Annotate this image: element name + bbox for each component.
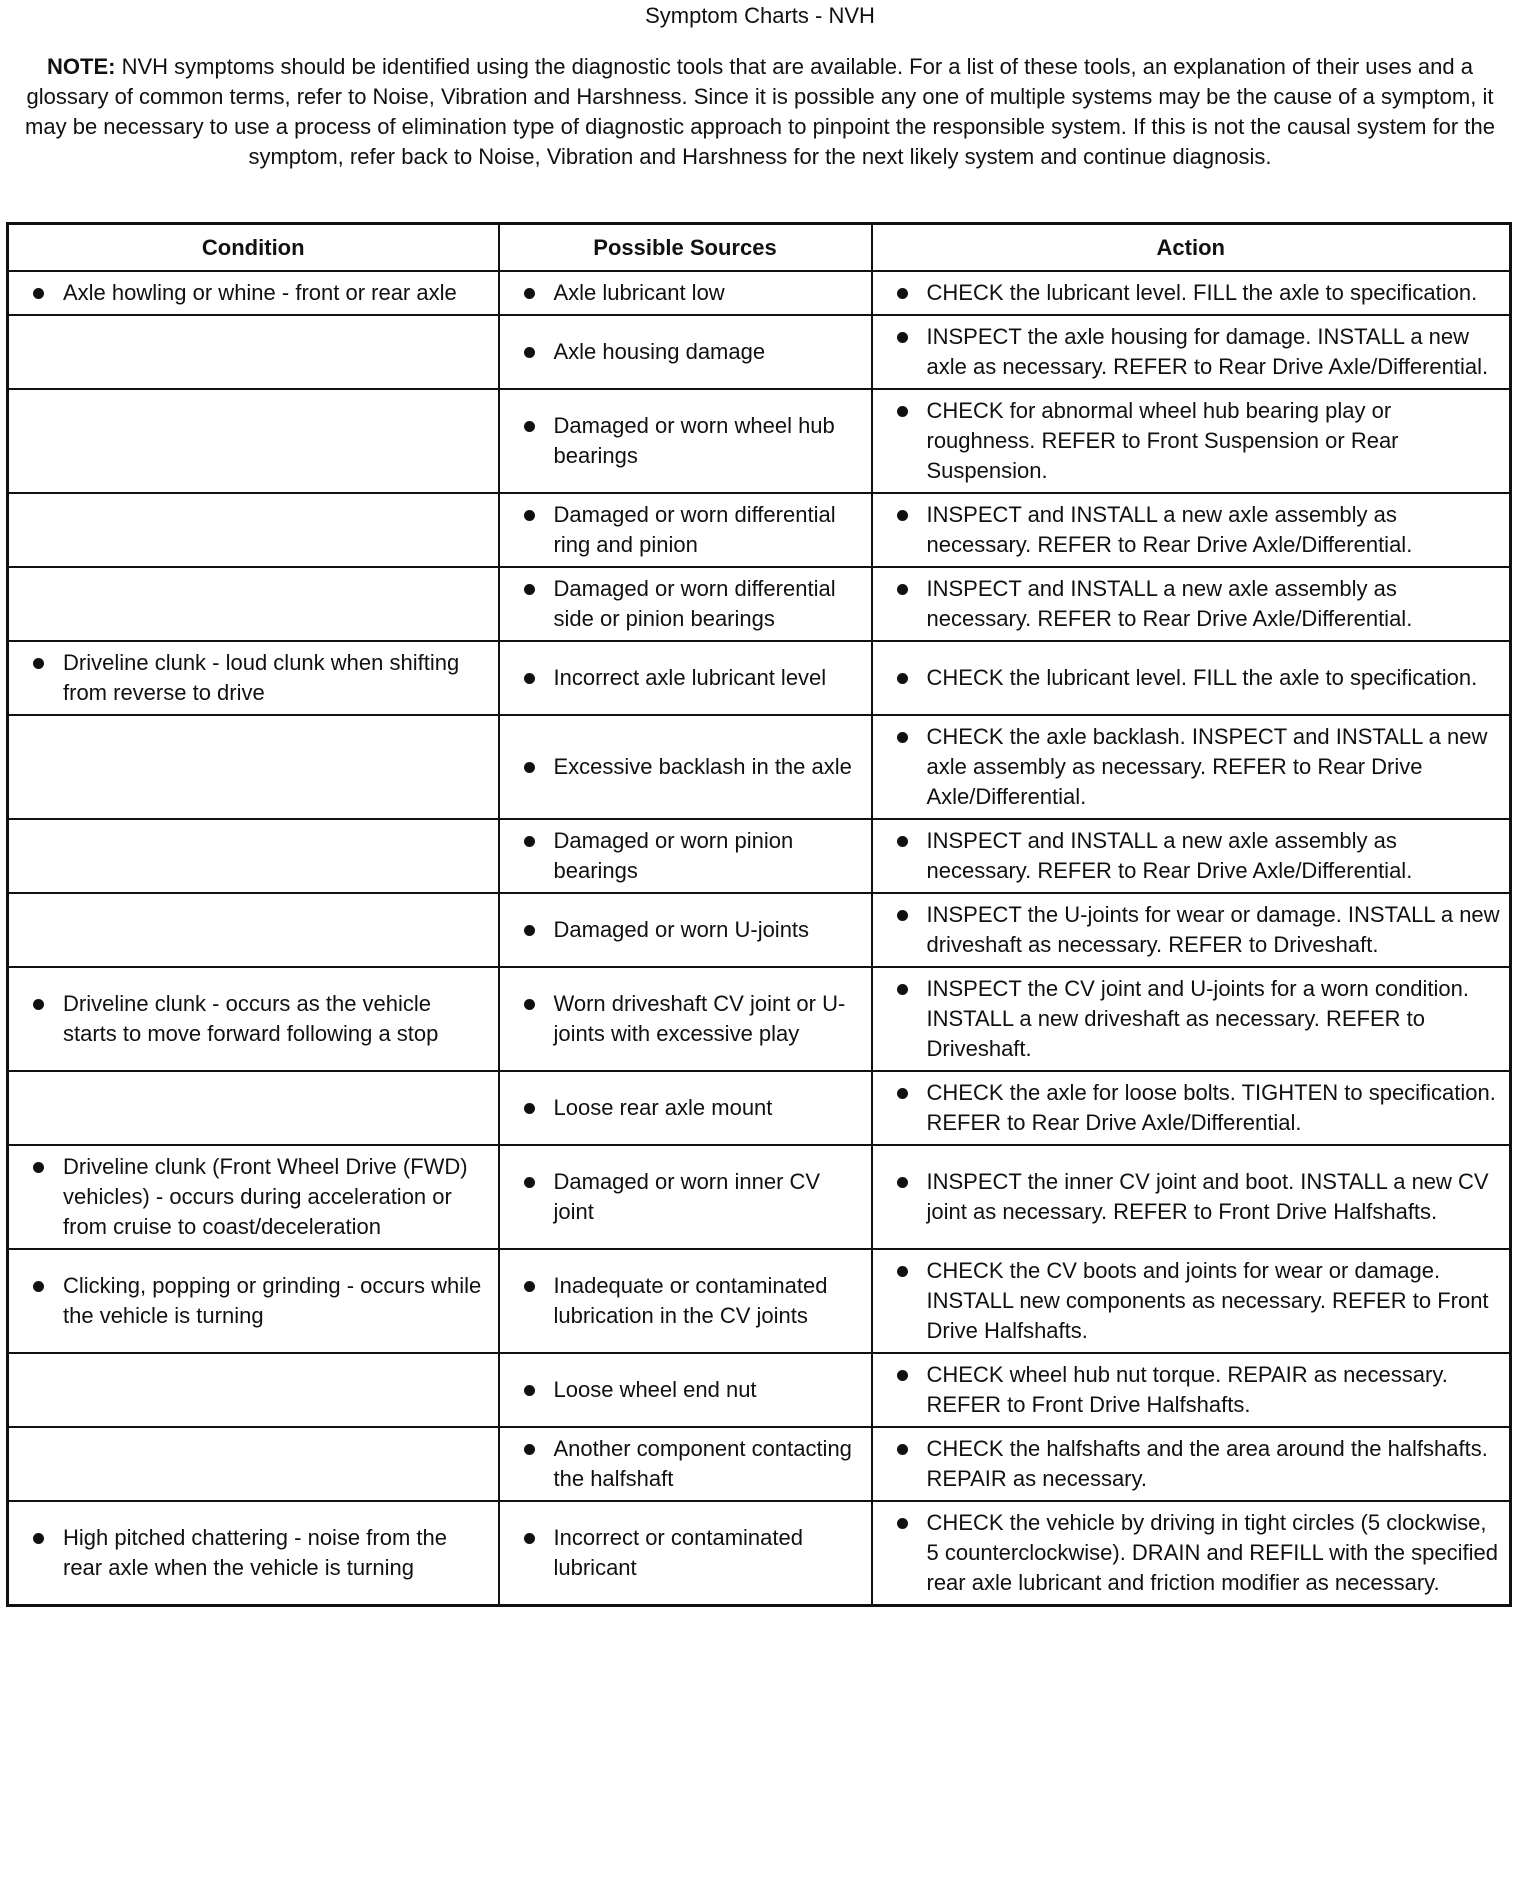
condition-cell xyxy=(8,1249,499,1353)
table-row xyxy=(8,493,1511,567)
table-row xyxy=(8,967,1511,1071)
action-cell xyxy=(872,1427,1511,1501)
page-title: Symptom Charts - NVH xyxy=(645,3,875,28)
table-row xyxy=(8,1071,1511,1145)
table-body xyxy=(8,271,1511,1606)
condition-cell xyxy=(8,493,499,567)
table-row xyxy=(8,567,1511,641)
table-row xyxy=(8,1427,1511,1501)
table-row xyxy=(8,271,1511,315)
symptom-chart-table xyxy=(6,222,1512,1607)
condition-cell xyxy=(8,715,499,819)
possible-source-cell xyxy=(499,567,872,641)
possible-source-text: Damaged or worn pinion bearings xyxy=(522,826,863,886)
table-row xyxy=(8,389,1511,493)
condition-cell xyxy=(8,1353,499,1427)
condition-cell xyxy=(8,1071,499,1145)
possible-source-cell xyxy=(499,315,872,389)
action-cell xyxy=(872,271,1511,315)
possible-source-text: Inadequate or contaminated lubrication in the CV joints xyxy=(522,1271,863,1331)
table-row xyxy=(8,1501,1511,1606)
condition-cell xyxy=(8,893,499,967)
action-cell xyxy=(872,715,1511,819)
condition-cell xyxy=(8,1501,499,1606)
condition-text: Driveline clunk (Front Wheel Drive (FWD) vehicles) - occurs during acceleration or from cruise to coast/deceleration xyxy=(31,1152,490,1242)
action-cell xyxy=(872,641,1511,715)
condition-cell xyxy=(8,1145,499,1249)
possible-source-text: Incorrect axle lubricant level xyxy=(522,663,863,693)
table-row xyxy=(8,819,1511,893)
possible-source-text: Loose rear axle mount xyxy=(522,1093,863,1123)
possible-source-cell xyxy=(499,819,872,893)
action-text: CHECK the vehicle by driving in tight circles (5 clockwise, 5 counterclockwise). DRAIN and REFILL with the specified rear axle lubricant and friction modifier as necessary. xyxy=(895,1508,1502,1598)
condition-cell xyxy=(8,641,499,715)
note-paragraph xyxy=(8,52,1512,172)
action-text: CHECK the axle backlash. INSPECT and INSTALL a new axle assembly as necessary. REFER to Rear Drive Axle/Differential. xyxy=(895,722,1502,812)
action-cell xyxy=(872,1353,1511,1427)
table-row xyxy=(8,893,1511,967)
action-cell xyxy=(872,567,1511,641)
header-action: Action xyxy=(872,224,1511,272)
action-text: INSPECT and INSTALL a new axle assembly as necessary. REFER to Rear Drive Axle/Differential. xyxy=(895,574,1502,634)
action-text: INSPECT the CV joint and U-joints for a worn condition. INSTALL a new driveshaft as necessary. REFER to Driveshaft. xyxy=(895,974,1502,1064)
possible-source-cell xyxy=(499,1427,872,1501)
condition-text: High pitched chattering - noise from the rear axle when the vehicle is turning xyxy=(31,1523,490,1583)
table-row xyxy=(8,641,1511,715)
action-cell xyxy=(872,967,1511,1071)
header-possible-sources: Possible Sources xyxy=(499,224,872,272)
condition-cell xyxy=(8,1427,499,1501)
action-text: CHECK the axle for loose bolts. TIGHTEN to specification. REFER to Rear Drive Axle/Differential. xyxy=(895,1078,1502,1138)
possible-source-text: Axle lubricant low xyxy=(522,278,863,308)
possible-source-text: Another component contacting the halfshaft xyxy=(522,1434,863,1494)
table-header-row xyxy=(8,224,1511,272)
possible-source-cell xyxy=(499,641,872,715)
action-text: INSPECT and INSTALL a new axle assembly as necessary. REFER to Rear Drive Axle/Differential. xyxy=(895,826,1502,886)
action-text: INSPECT and INSTALL a new axle assembly as necessary. REFER to Rear Drive Axle/Differential. xyxy=(895,500,1502,560)
condition-cell xyxy=(8,967,499,1071)
action-cell xyxy=(872,819,1511,893)
action-text: CHECK wheel hub nut torque. REPAIR as necessary. REFER to Front Drive Halfshafts. xyxy=(895,1360,1502,1420)
possible-source-text: Damaged or worn wheel hub bearings xyxy=(522,411,863,471)
condition-text: Driveline clunk - loud clunk when shifting from reverse to drive xyxy=(31,648,490,708)
table-row xyxy=(8,1353,1511,1427)
action-cell xyxy=(872,893,1511,967)
possible-source-text: Axle housing damage xyxy=(522,337,863,367)
action-cell xyxy=(872,1145,1511,1249)
action-cell xyxy=(872,315,1511,389)
action-cell xyxy=(872,493,1511,567)
action-text: CHECK the lubricant level. FILL the axle to specification. xyxy=(895,663,1502,693)
action-text: CHECK the halfshafts and the area around the halfshafts. REPAIR as necessary. xyxy=(895,1434,1502,1494)
possible-source-text: Damaged or worn differential ring and pinion xyxy=(522,500,863,560)
condition-text: Axle howling or whine - front or rear axle xyxy=(31,278,490,308)
note-label: NOTE: xyxy=(47,54,116,79)
table-row xyxy=(8,1249,1511,1353)
possible-source-cell xyxy=(499,715,872,819)
action-cell xyxy=(872,1071,1511,1145)
action-cell xyxy=(872,389,1511,493)
action-text: CHECK for abnormal wheel hub bearing play or roughness. REFER to Front Suspension or Rear Suspension. xyxy=(895,396,1502,486)
action-text: INSPECT the inner CV joint and boot. INSTALL a new CV joint as necessary. REFER to Front Drive Halfshafts. xyxy=(895,1167,1502,1227)
condition-cell xyxy=(8,389,499,493)
possible-source-cell xyxy=(499,1501,872,1606)
action-cell xyxy=(872,1249,1511,1353)
possible-source-text: Incorrect or contaminated lubricant xyxy=(522,1523,863,1583)
possible-source-text: Loose wheel end nut xyxy=(522,1375,863,1405)
condition-text: Driveline clunk - occurs as the vehicle starts to move forward following a stop xyxy=(31,989,490,1049)
possible-source-text: Worn driveshaft CV joint or U-joints with excessive play xyxy=(522,989,863,1049)
table-row xyxy=(8,315,1511,389)
possible-source-cell xyxy=(499,893,872,967)
action-text: CHECK the lubricant level. FILL the axle to specification. xyxy=(895,278,1502,308)
action-cell xyxy=(872,1501,1511,1606)
possible-source-cell xyxy=(499,493,872,567)
possible-source-cell xyxy=(499,389,872,493)
table-row xyxy=(8,1145,1511,1249)
condition-cell xyxy=(8,315,499,389)
possible-source-text: Damaged or worn inner CV joint xyxy=(522,1167,863,1227)
condition-cell xyxy=(8,567,499,641)
possible-source-cell xyxy=(499,967,872,1071)
condition-cell xyxy=(8,819,499,893)
possible-source-cell xyxy=(499,271,872,315)
note-text: NVH symptoms should be identified using the diagnostic tools that are available. For a list of these tools, an explanation of their uses and a glossary of common terms, refer to Noise, Vibration and Harshness. Since it is possible any one of multiple systems may be the cause of a symptom, it may be necessary to use a process of elimination type of diagnostic approach to pinpoint the responsible system. If this is not the causal system for the symptom, refer back to Noise, Vibration and Harshness for the next likely system and continue diagnosis. xyxy=(25,54,1495,169)
action-text: INSPECT the axle housing for damage. INSTALL a new axle as necessary. REFER to Rear Drive Axle/Differential. xyxy=(895,322,1502,382)
possible-source-cell xyxy=(499,1145,872,1249)
possible-source-cell xyxy=(499,1249,872,1353)
possible-source-text: Damaged or worn differential side or pinion bearings xyxy=(522,574,863,634)
table-row xyxy=(8,715,1511,819)
possible-source-cell xyxy=(499,1071,872,1145)
possible-source-text: Damaged or worn U-joints xyxy=(522,915,863,945)
possible-source-cell xyxy=(499,1353,872,1427)
condition-text: Clicking, popping or grinding - occurs while the vehicle is turning xyxy=(31,1271,490,1331)
condition-cell xyxy=(8,271,499,315)
possible-source-text: Excessive backlash in the axle xyxy=(522,752,863,782)
action-text: CHECK the CV boots and joints for wear or damage. INSTALL new components as necessary. REFER to Front Drive Halfshafts. xyxy=(895,1256,1502,1346)
header-condition: Condition xyxy=(8,224,499,272)
action-text: INSPECT the U-joints for wear or damage. INSTALL a new driveshaft as necessary. REFER to Driveshaft. xyxy=(895,900,1502,960)
